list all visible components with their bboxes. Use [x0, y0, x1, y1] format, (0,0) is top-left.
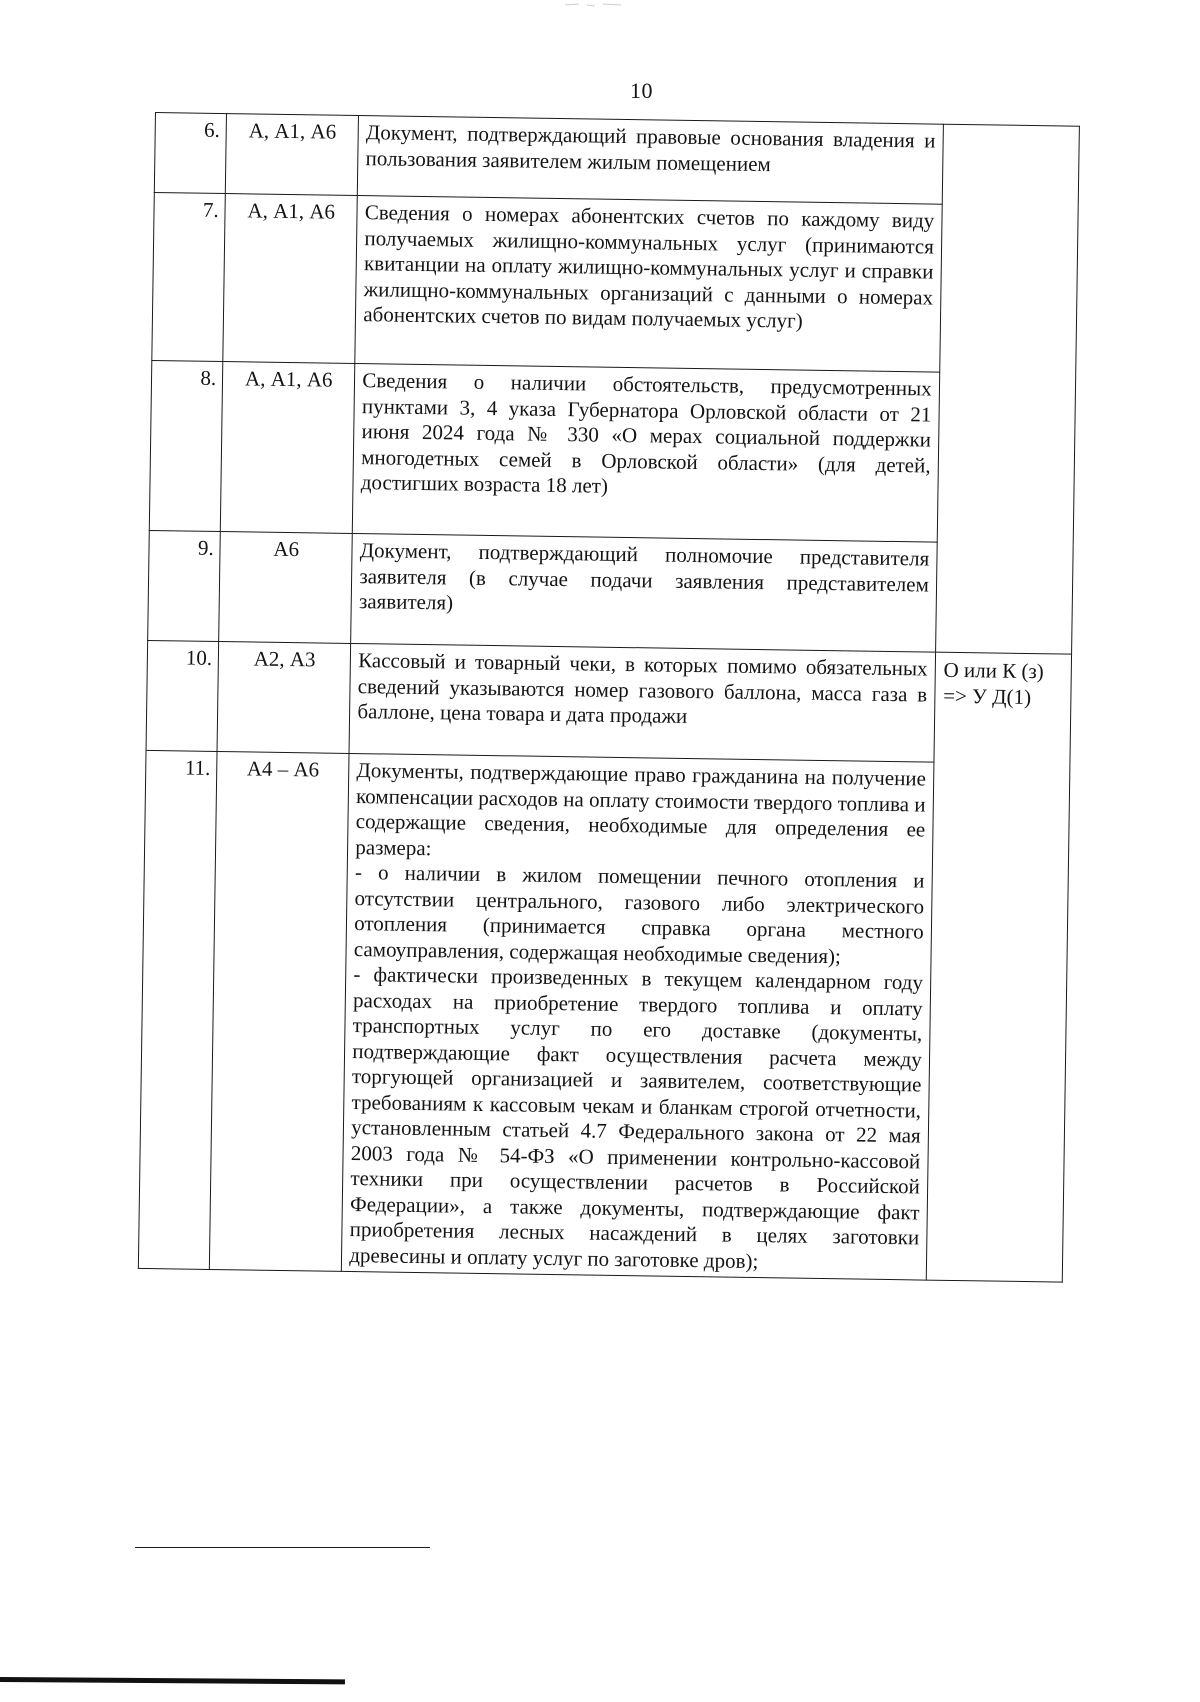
row-description-block	[342, 753, 934, 1280]
row-description: Сведения о наличии обстоятельств, предусмотренных пунктами 3, 4 указа Губернатора Орловской области от 21 июня 2024 года № 330 «О мерах социальной поддержки многодетных семей в Орловской области» (для детей, достигших возраста 18 лет)	[353, 363, 940, 542]
row-number: 8.	[149, 360, 223, 531]
table-row	[154, 113, 1079, 207]
row-description: Документы, подтверждающие право гражданина на получение компенсации расходов на оплату стоимости твердого топлива и содержащие сведения, необходимые для определения ее размера:	[355, 758, 927, 860]
side-cell-empty	[935, 124, 1079, 654]
scan-artifact-mark	[565, 2, 625, 8]
row-description: Документ, подтверждающий полномочие представителя заявителя (в случае подачи заявления представителем заявителя)	[351, 533, 937, 652]
footnote-separator	[135, 1547, 430, 1548]
row-description: Документ, подтверждающий правовые основания владения и пользования заявителем жилым помещением	[358, 116, 944, 205]
row-code: А4 – А6	[209, 751, 349, 1271]
bullet-item-expenses: - фактически произведенных в текущем календарном году расходах на приобретение твердого топлива и оплату транспортных услуг по его доставке (документы, подтверждающие факт осуществления расчета между торгующей организацией и заявителем, соответствующие требованиям к кассовым чекам и бланкам строгой отчетности, установленным статьей 4.7 Федерального закона от 22 мая 2003 года № 54-ФЗ «О применении контрольно-кассовой техники при осуществлении расчетов в Российской Федерации», а также документы, подтверждающие факт приобретения лесных насаждений в целях заготовки древесины и оплату услуг по заготовке дров);	[349, 962, 924, 1273]
table-row	[152, 192, 1078, 374]
row-number: 10.	[146, 640, 219, 751]
bullet-item-heating: - о наличии в жилом помещении печного отопления и отсутствии центрального, газового либо электрического отопления (принимается справка органа местного самоуправления, содержащая необходимые сведения);	[353, 860, 925, 968]
side-note-cell	[926, 652, 1072, 1282]
side-note-line-1: О или К (з)	[943, 657, 1044, 684]
page-number: 10	[630, 78, 653, 103]
table-row	[146, 640, 1072, 764]
row-number: 9.	[148, 530, 221, 641]
table-row	[149, 360, 1075, 544]
row-number: 6.	[154, 113, 226, 194]
side-note-line-2: => У Д(1)	[943, 683, 1032, 710]
row-description: Кассовый и товарный чеки, в которых помимо обязательных сведений указываются номер газового баллона, масса газа в баллоне, цена товара и дата продажи	[349, 643, 935, 762]
table-row	[148, 530, 1074, 654]
row-code: А2, А3	[217, 642, 351, 754]
row-number: 11.	[138, 750, 217, 1269]
row-code: А, А1, А6	[225, 114, 358, 196]
row-code: А, А1, А6	[223, 194, 358, 364]
row-code: А6	[219, 532, 353, 644]
row-code: А, А1, А6	[220, 362, 355, 534]
scan-edge-artifact	[0, 1677, 345, 1684]
row-number: 7.	[152, 192, 226, 361]
documents-table	[138, 112, 1080, 1283]
row-description: Сведения о номерах абонентских счетов по каждому виду получаемых жилищно-коммунальных услуг (принимаются квитанции на оплату жилищно-коммунальных услуг и справки жилищно-коммунальных организаций с данными о номерах абонентских счетов по видам получаемых услуг)	[355, 196, 942, 373]
